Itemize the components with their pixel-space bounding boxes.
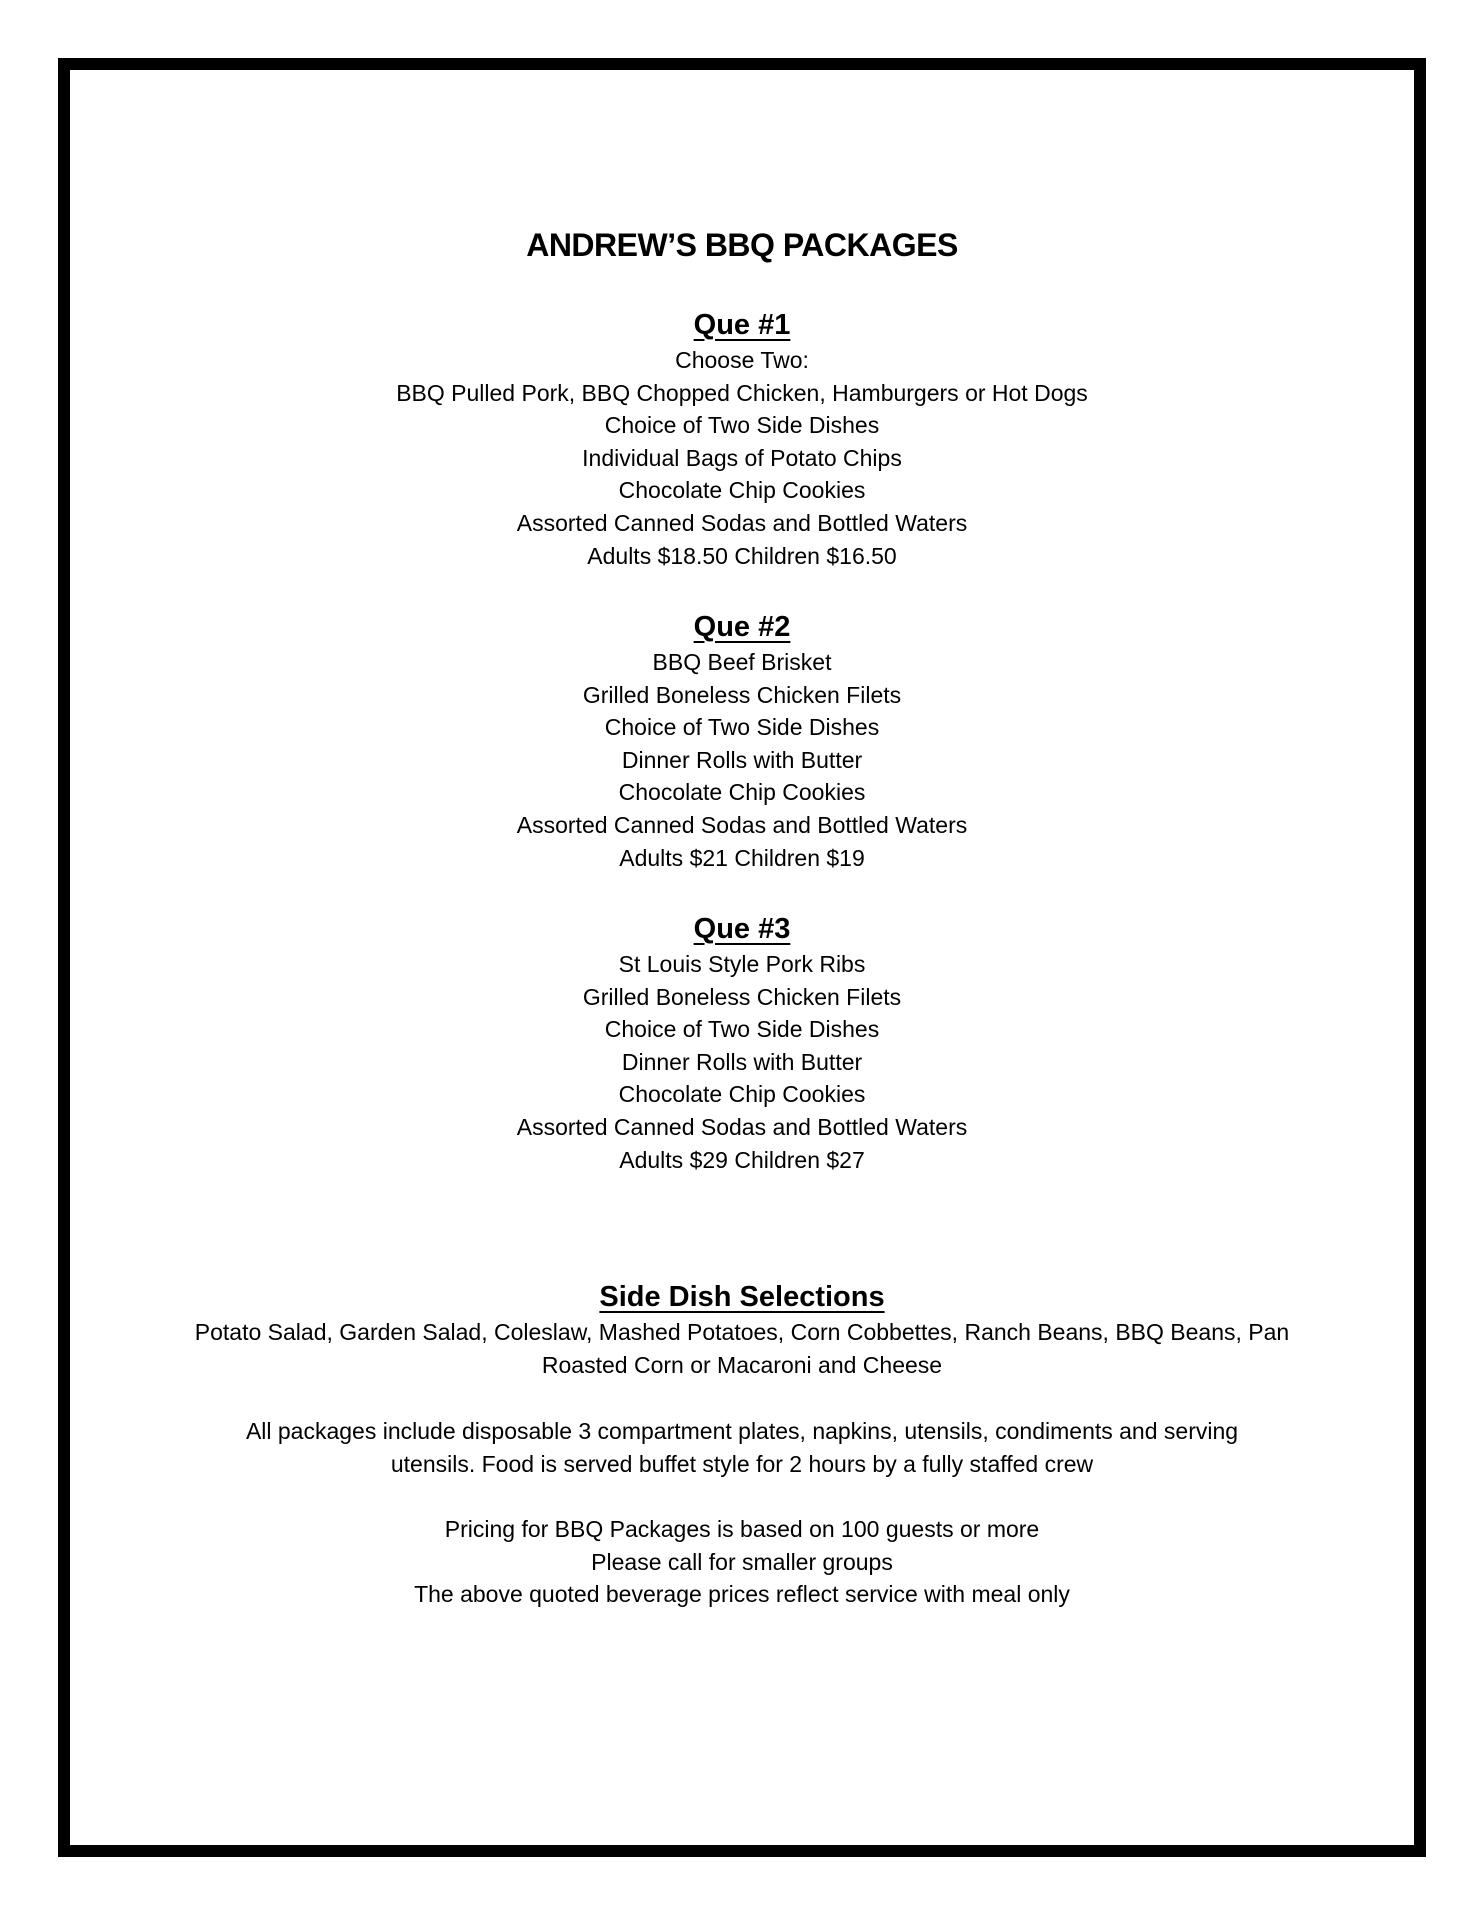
package-line: Choose Two:	[675, 347, 809, 373]
package-line: Choice of Two Side Dishes	[604, 714, 880, 741]
page-title: ANDREW’S BBQ PACKAGES	[526, 227, 958, 263]
package-price: Adults $18.50 Children $16.50	[587, 542, 897, 569]
includes-note	[70, 1415, 1414, 1480]
package-line: Chocolate Chip Cookies	[618, 779, 866, 806]
pricing-notes	[70, 1513, 1414, 1611]
package-line: BBQ Pulled Pork, BBQ Chopped Chicken, Hamburgers or Hot Dogs	[396, 379, 1088, 406]
pricing-line: Please call for smaller groups	[591, 1548, 893, 1575]
package-line: Chocolate Chip Cookies	[618, 1081, 866, 1108]
package-line: Grilled Boneless Chicken Filets	[582, 983, 902, 1010]
package-line: Chocolate Chip Cookies	[618, 477, 866, 504]
package-line: Individual Bags of Potato Chips	[582, 444, 902, 471]
package-line: St Louis Style Pork Ribs	[618, 951, 866, 977]
side-dish-line: Roasted Corn or Macaroni and Cheese	[541, 1351, 943, 1378]
package-que-1	[70, 308, 1414, 572]
package-line: Assorted Canned Sodas and Bottled Waters	[516, 509, 968, 536]
menu-content	[70, 70, 1414, 1845]
package-line: Dinner Rolls with Butter	[621, 746, 863, 773]
pricing-line: Pricing for BBQ Packages is based on 100 guests or more	[444, 1516, 1040, 1542]
package-que-2	[70, 610, 1414, 874]
package-line: Assorted Canned Sodas and Bottled Waters	[516, 811, 968, 838]
package-line: Dinner Rolls with Butter	[621, 1048, 863, 1075]
side-dish-heading: Side Dish Selections	[599, 1281, 885, 1313]
package-line: Choice of Two Side Dishes	[604, 412, 880, 439]
side-dish-section	[70, 1280, 1414, 1381]
package-price: Adults $29 Children $27	[619, 1146, 865, 1173]
includes-line: All packages include disposable 3 compartment plates, napkins, utensils, condiments and serving	[245, 1418, 1239, 1444]
package-price: Adults $21 Children $19	[619, 844, 865, 871]
package-line: Choice of Two Side Dishes	[604, 1016, 880, 1043]
side-dish-line: Potato Salad, Garden Salad, Coleslaw, Mashed Potatoes, Corn Cobbettes, Ranch Beans, BBQ Beans, Pan	[194, 1319, 1290, 1345]
pricing-line: The above quoted beverage prices reflect service with meal only	[414, 1581, 1070, 1608]
package-line: Assorted Canned Sodas and Bottled Waters	[516, 1113, 968, 1140]
includes-line: utensils. Food is served buffet style for 2 hours by a fully staffed crew	[390, 1450, 1094, 1477]
package-heading: Que #2	[693, 611, 791, 643]
package-line: BBQ Beef Brisket	[652, 649, 832, 675]
package-heading: Que #3	[693, 913, 791, 945]
package-que-3	[70, 912, 1414, 1176]
package-heading: Que #1	[693, 309, 791, 341]
package-line: Grilled Boneless Chicken Filets	[582, 681, 902, 708]
